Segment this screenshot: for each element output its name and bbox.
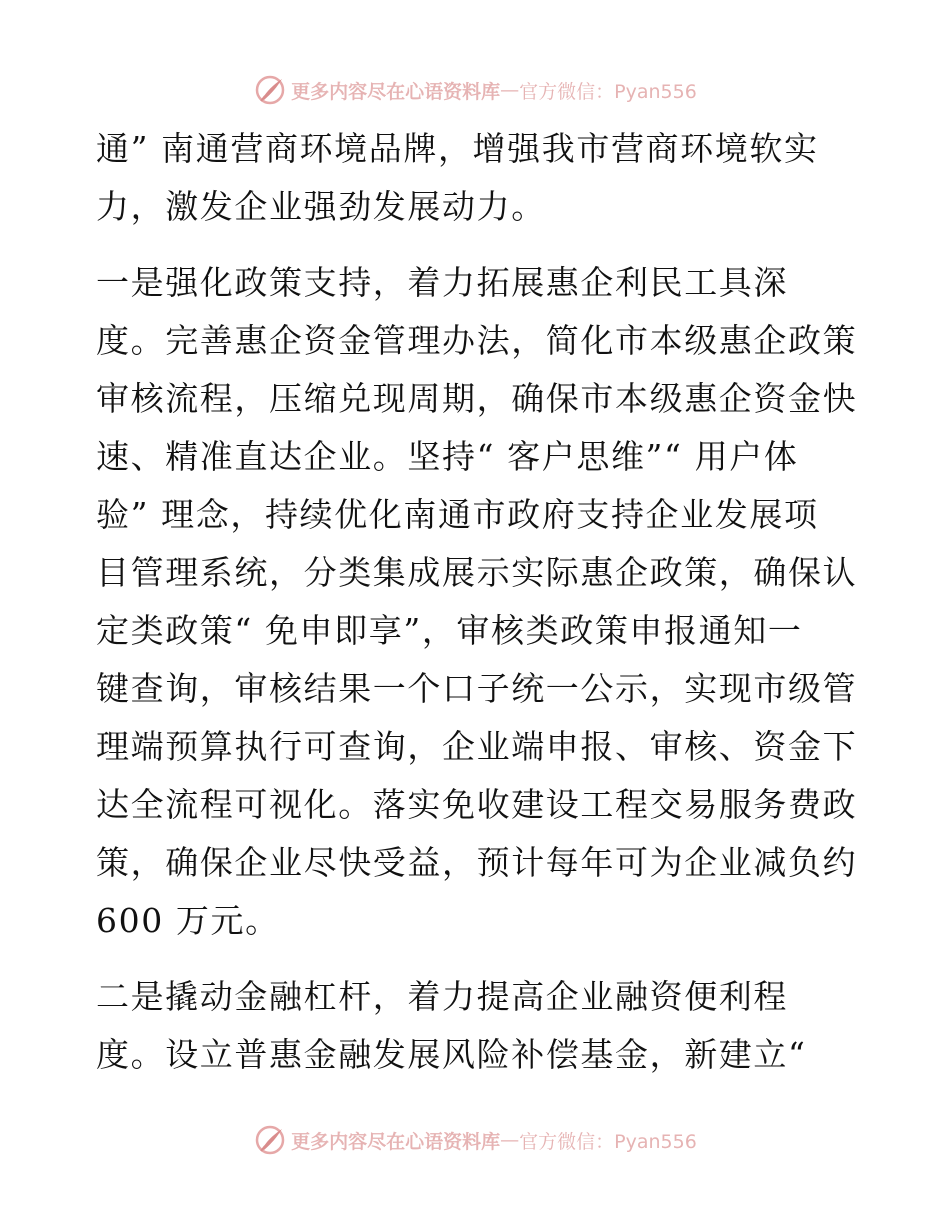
text-line: 验” 理念，持续优化南通市政府支持企业发展项 (96, 495, 819, 534)
footer-watermark (0, 1122, 950, 1158)
watermark-contact: 官方微信：Pyan556 (519, 80, 697, 103)
text-line: 键查询，审核结果一个口子统一公示，实现市级管 (96, 669, 858, 708)
feather-pen-logo-icon (253, 1123, 287, 1157)
text-line: 定类政策“ 免申即享”，审核类政策申报通知一 (96, 611, 803, 650)
text-line: 一是强化政策支持，着力拓展惠企利民工具深 (96, 263, 788, 302)
text-line: 通” 南通营商环境品牌，增强我市营商环境软实 (96, 129, 819, 168)
feather-pen-logo-icon (253, 73, 287, 107)
watermark-contact: 官方微信：Pyan556 (519, 1130, 697, 1153)
header-watermark (0, 72, 950, 108)
text-line: 速、精准直达企业。坚持“ 客户思维”“ 用户体 (96, 437, 799, 476)
text-line: 600 万元。 (96, 901, 280, 940)
text-line: 目管理系统，分类集成展示实际惠企政策，确保认 (96, 553, 858, 592)
text-line: 审核流程，压缩兑现周期，确保市本级惠企资金快 (96, 379, 858, 418)
watermark-brand: 更多内容尽在心语资料库 (291, 1130, 501, 1153)
paragraph-3 (96, 968, 856, 1084)
watermark-brand: 更多内容尽在心语资料库 (291, 80, 501, 103)
document-body (96, 120, 856, 1084)
text-line: 达全流程可视化。落实免收建设工程交易服务费政 (96, 785, 858, 824)
paragraph-1 (96, 120, 856, 236)
text-line: 度。设立普惠金融发展风险补偿基金，新建立“ (96, 1035, 807, 1074)
text-line: 二是撬动金融杠杆，着力提高企业融资便利程 (96, 977, 788, 1016)
watermark-dash: — (500, 79, 520, 101)
text-line: 策，确保企业尽快受益，预计每年可为企业减负约 (96, 843, 858, 882)
watermark-dash: — (500, 1129, 520, 1151)
text-line: 力，激发企业强劲发展动力。 (96, 187, 546, 226)
text-line: 度。完善惠企资金管理办法，简化市本级惠企政策 (96, 321, 858, 360)
paragraph-2 (96, 254, 856, 950)
text-line: 理端预算执行可查询，企业端申报、审核、资金下 (96, 727, 858, 766)
